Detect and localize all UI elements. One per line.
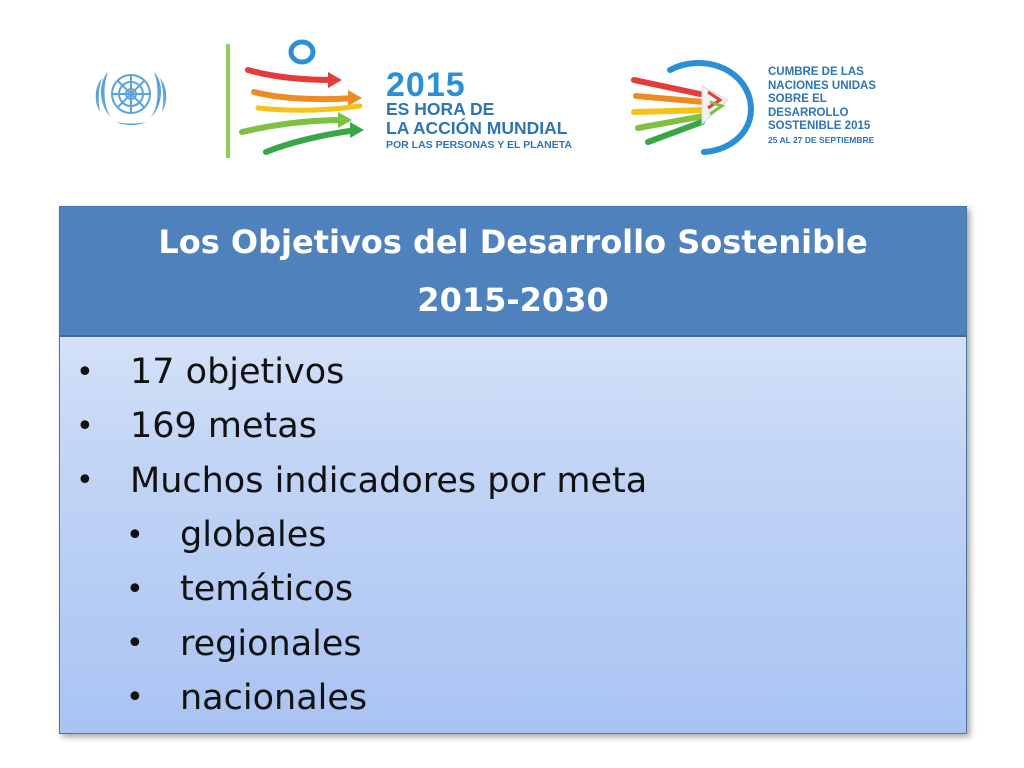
campaign-line-2: LA ACCIÓN MUNDIAL [386,118,568,138]
summit-line-4: DESARROLLO [768,106,849,119]
box-title-line-2: 2015-2030 [417,281,609,319]
box-title [60,207,966,337]
bullet-icon: • [76,408,94,444]
summit-line-5: SOSTENIBLE 2015 [768,120,871,132]
campaign-line-3: POR LAS PERSONAS Y EL PLANETA [386,139,572,151]
summit-logo-text [768,66,948,147]
list-item-text: 169 metas [130,406,317,447]
sub-list-item-text: temáticos [180,569,354,610]
bullet-icon: • [126,571,144,607]
sub-list-item-text: nacionales [180,677,368,718]
bullet-list [60,337,966,725]
un-emblem-icon [86,64,176,130]
sub-list-item [60,671,966,725]
box-title-line-1: Los Objetivos del Desarrollo Sostenible [158,223,868,261]
summit-line-1: CUMBRE DE LAS [768,66,864,78]
bullet-icon: • [76,463,94,499]
sdg-content-box [59,206,967,734]
logo-divider [226,44,230,158]
sub-list-item [60,508,966,562]
list-item-text: 17 objetivos [130,352,345,393]
summit-date: 25 AL 27 DE SEPTIEMBRE [768,134,875,145]
list-item-text: Muchos indicadores por meta [130,460,648,501]
sub-list-item-text: regionales [180,623,362,664]
campaign-logo-text [386,66,614,152]
sub-list-item [60,616,966,670]
campaign-year: 2015 [386,66,466,104]
bullet-icon: • [126,517,144,553]
list-item [60,399,966,453]
summit-swirl-arrows-icon [630,56,758,156]
campaign-line-1: ES HORA DE [386,99,495,119]
summit-line-2: NACIONES UNIDAS [768,79,876,92]
sub-list-item [60,562,966,616]
summit-line-3: SOBRE EL [768,93,827,105]
sub-list-item-text: globales [180,515,327,556]
bullet-icon: • [76,354,94,390]
list-item [60,454,966,508]
bullet-icon: • [126,626,144,662]
list-item [60,345,966,399]
colored-arrows-logo-icon [236,36,384,160]
bullet-icon: • [126,680,144,716]
